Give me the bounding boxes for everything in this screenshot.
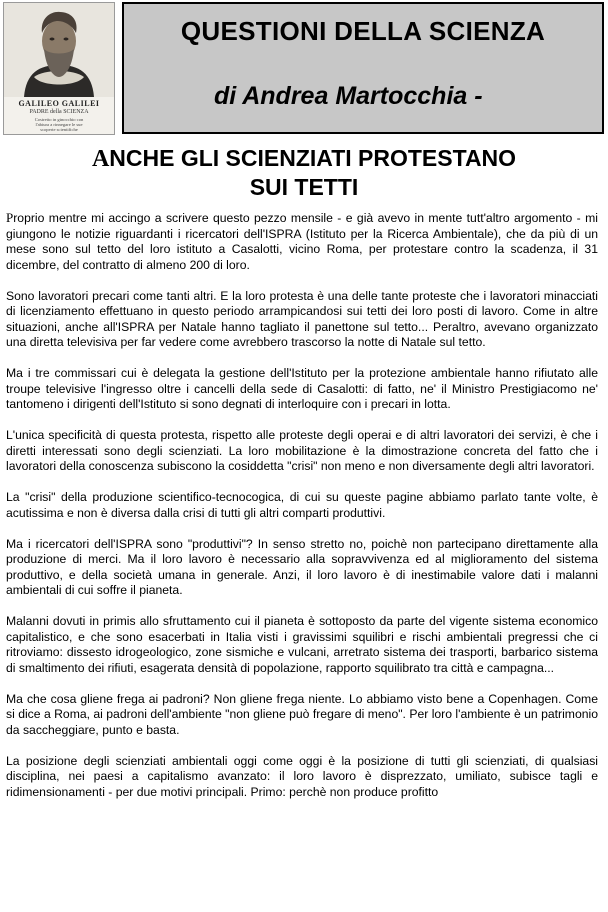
- article-title-line2: SUI TETTI: [249, 174, 359, 200]
- paragraph: Sono lavoratori precari come tanti altri. E la loro protesta è una delle tante proteste che i lavoratori minacciati di licenziamento effettuano in questo periodo arrampicandosi sui tetti dei loro posti di lavoro. Come in altre situazioni, anche all'ISPRA per Natale hanno tagliato il panettone sul tetto... Peraltro, avevano organizzato una diretta televisiva per far vedere come avrebbero trascorso la notte di Natale sul tetto.: [6, 288, 598, 349]
- author-byline: di Andrea Martocchia -: [214, 82, 483, 110]
- paragraph: L'unica specificità di questa protesta, rispetto alle proteste degli operai e di altri lavoratori dei servizi, è che i diretti interessati sono degli scienziati. La loro mobilitazione è la dimostrazione concreta del fatto che i lavoratori della conoscenza subiscono la cosiddetta "crisi" non meno e non diversamente degli altri lavoratori.: [6, 428, 598, 473]
- portrait-subtitle: PADRE della SCIENZA: [29, 109, 89, 115]
- article-body: [6, 210, 598, 816]
- column-title: QUESTIONI DELLA SCIENZA: [180, 16, 546, 46]
- title-line1-text: NCHE GLI SCIENZIATI PROTESTANO: [109, 145, 517, 171]
- paragraph: La posizione degli scienziati ambientali oggi come oggi è la posizione di tutti gli scienziati, di qualsiasi disciplina, nei paesi a capitalismo avanzato: il loro lavoro è disprezzato, umiliato, subisce tagli e ridimensionamenti - per due motivi principali. Primo: perchè non produce profitto: [6, 753, 598, 799]
- article-title: [0, 144, 608, 201]
- title-initial: A: [91, 146, 110, 172]
- portrait-caption-line: l'abiura a rinnegare le sue: [35, 122, 83, 127]
- galileo-portrait: [3, 2, 115, 135]
- paragraph: La "crisi" della produzione scientifico-tecnocogica, di cui su queste pagine abbiamo parlato tante volte, è acutissima e non è diversa dalla crisi di tutti gli altri comparti produttivi.: [6, 490, 598, 520]
- paragraph-text: roprio mentre mi accingo a scrivere questo pezzo mensile - e già avevo in mente tutt'altro argomento - mi giungono le notizie riguardanti i ricercatori dell'ISPRA (Istituto per la Ricerca Ambientale), che da più di un mese sono sul tetto del loro istituto a Casalotti, vicino Roma, per protestare contro la scadenza, il 31 dicembre, del contratto di almeno 200 di loro.: [6, 211, 598, 272]
- paragraph: Ma che cosa gliene frega ai padroni? Non gliene frega niente. Lo abbiamo visto bene a Copenhagen. Come si dice a Roma, ai padroni dell'ambiente "non gliene può fregare di meno". Per loro l'ambiente è un patrimonio da saccheggiare, punto e basta.: [6, 691, 598, 737]
- paragraph: [6, 210, 598, 273]
- paragraph: Malanni dovuti in primis allo sfruttamento cui il pianeta è sottoposto da parte del vigente sistema economico capitalistico, e che sono esacerbati in Italia visti i gravissimi squilibri e rischi ambientali pregressi che ci ritroviamo: dissesto idrogeologico, zone sismiche e vulcani, arretrato sistema dei trasporti, barbarico sistema di smaltimento dei rifiuti, esagerata densità di popolazione, rapporto squilibrato tra città e campagna...: [6, 614, 598, 675]
- header-banner: [122, 2, 604, 134]
- galileo-portrait-image: [4, 3, 114, 97]
- paragraph: Ma i ricercatori dell'ISPRA sono "produttivi"? In senso stretto no, poichè non partecipano direttamente alla produzione di merci. Ma il loro lavoro è necessario alla sopravvivenza ed al miglioramento del sistema produttivo, e della società umana in generale. Anzi, il loro lavoro è di inestimabile valore dati i malanni ambientali di cui soffre il pianeta.: [6, 536, 598, 597]
- first-letter: P: [6, 210, 14, 225]
- portrait-caption-line: Costretto in ginocchio con: [34, 117, 84, 122]
- article-title-line1: [0, 144, 608, 173]
- paragraph: Ma i tre commissari cui è delegata la gestione dell'Istituto per la protezione ambientale hanno rifiutato alle troupe televisive l'ingresso oltre i cancelli della sede di Casalotti: di fatto, ne' il Ministro Prestigiacomo ne' tantomeno i dirigenti dell'Istituto si sono degnati di interloquire con i precari in lotta.: [6, 366, 598, 411]
- portrait-name: GALILEO GALILEI: [18, 99, 100, 108]
- portrait-caption-line: scoperte scientifiche: [40, 127, 78, 132]
